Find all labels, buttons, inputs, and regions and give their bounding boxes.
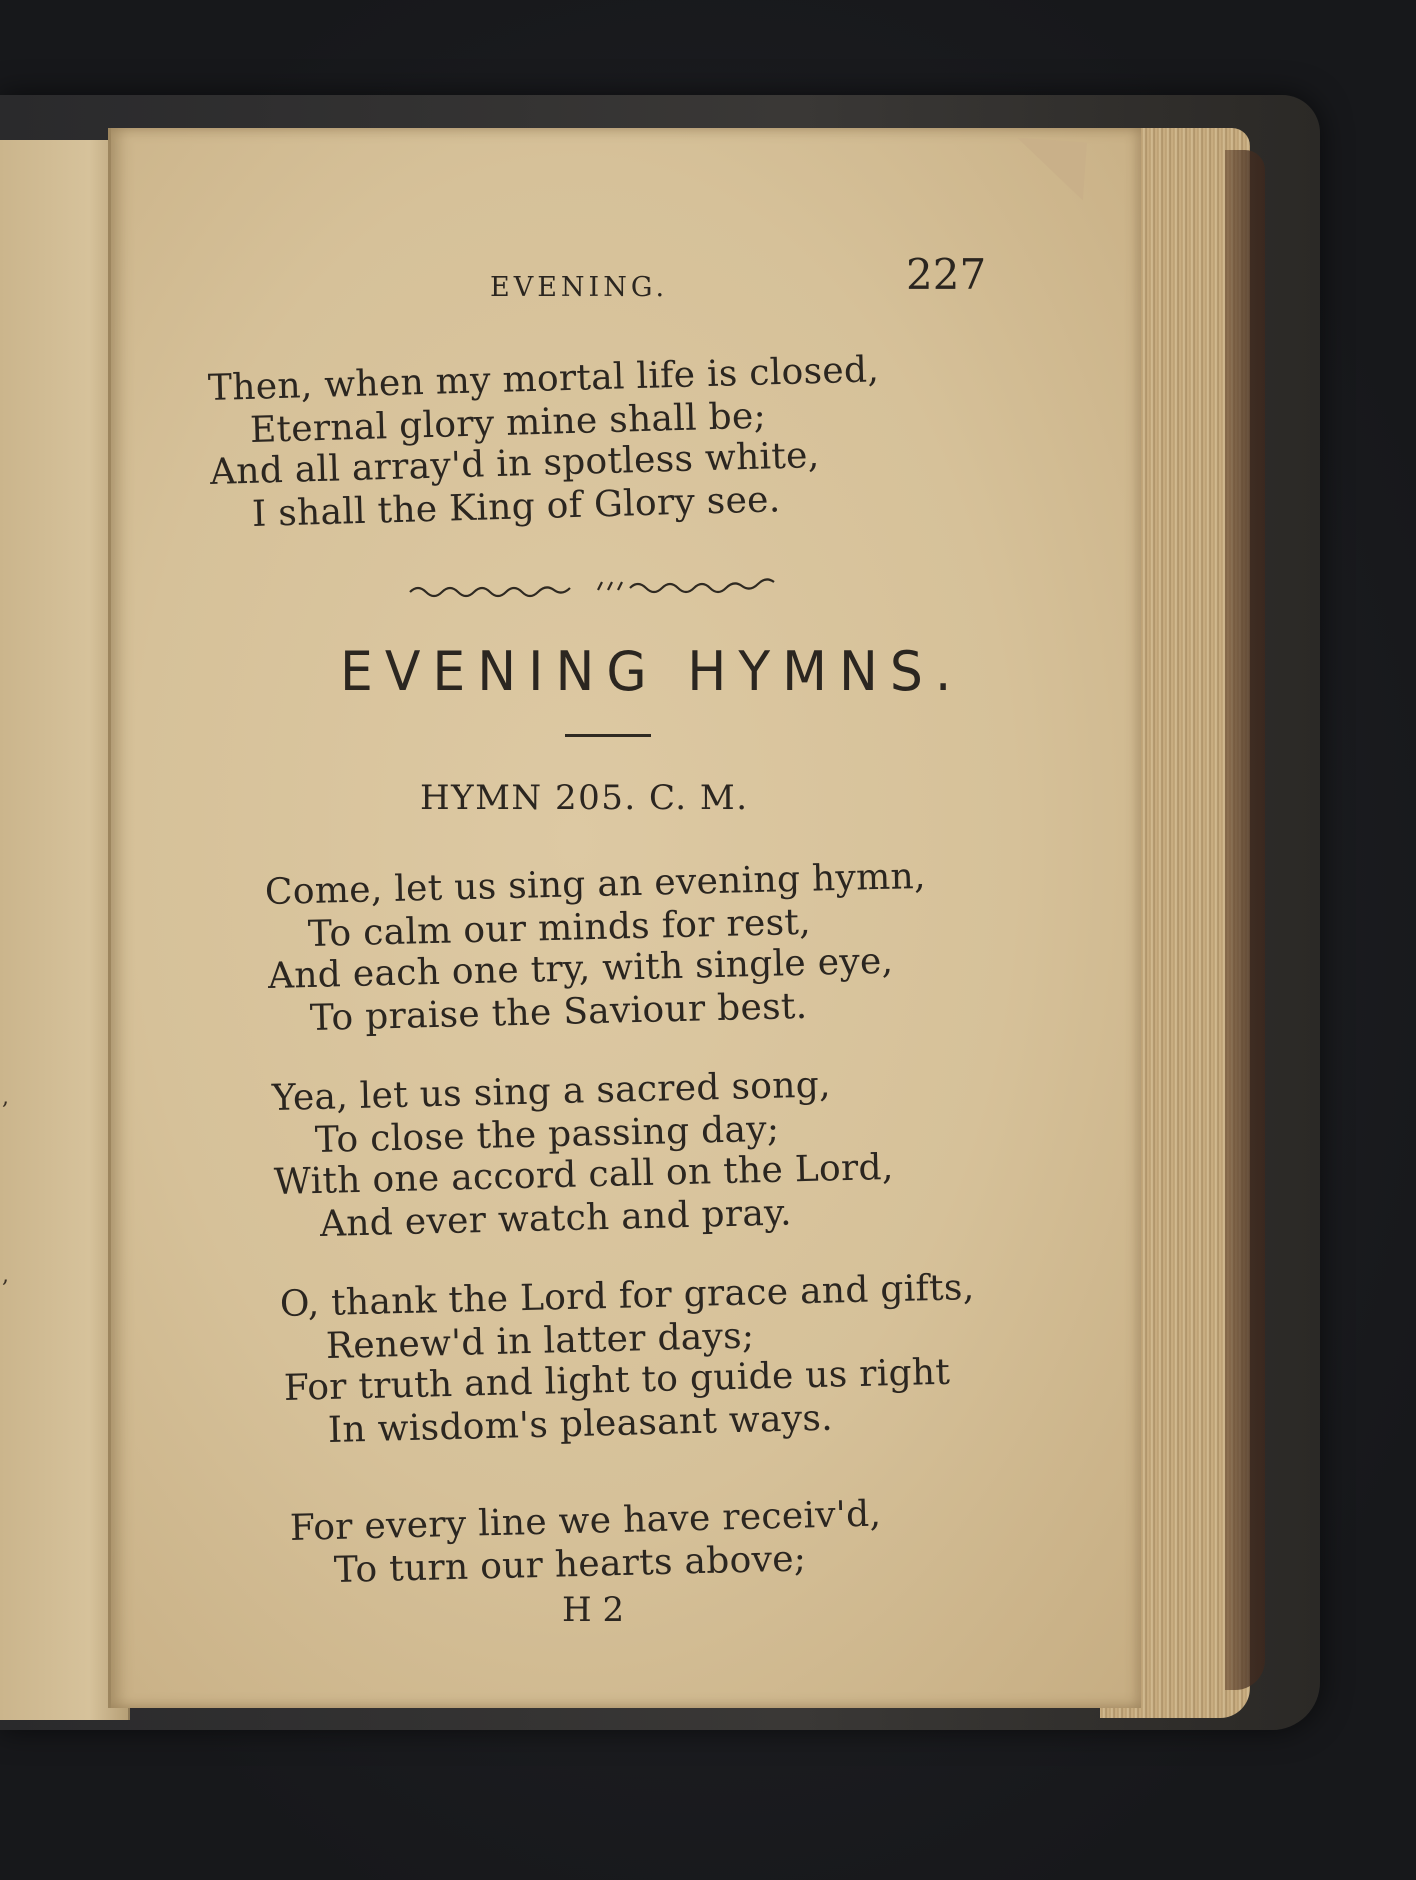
verse-line: In wisdom's pleasant ways.: [327, 1397, 834, 1451]
title-rule: [565, 734, 651, 737]
verse-line: And ever watch and pray.: [319, 1192, 793, 1245]
folded-corner: [1013, 138, 1087, 201]
hymn-title: HYMN 205. C. M.: [420, 778, 749, 818]
verse-line: Renew'd in latter days;: [325, 1315, 755, 1367]
verse-line: For every line we have receiv'd,: [289, 1493, 882, 1549]
verse-line: O, thank the Lord for grace and gifts,: [279, 1267, 975, 1325]
verse-line: For truth and light to guide us right: [283, 1351, 951, 1409]
verse-line: To praise the Saviour best.: [309, 985, 808, 1039]
section-title: EVENING HYMNS.: [340, 640, 964, 704]
left-page-mark: ,: [2, 1263, 9, 1288]
verse-line: Eternal glory mine shall be;: [249, 395, 767, 451]
verse-line: Yea, let us sing a sacred song,: [271, 1064, 832, 1119]
verse-line: And each one try, with single eye,: [267, 940, 894, 997]
running-head: EVENING.: [490, 272, 669, 303]
verse-line: To close the passing day;: [314, 1108, 780, 1161]
verse-line: Come, let us sing an evening hymn,: [264, 855, 927, 913]
ornamental-divider: [408, 576, 798, 600]
cover-edge: [1225, 150, 1265, 1690]
verse-line: And all array'd in spotless white,: [209, 434, 820, 493]
verse-line: With one accord call on the Lord,: [273, 1146, 895, 1203]
verse-line: To turn our hearts above;: [333, 1538, 807, 1591]
verse-line: To calm our minds for rest,: [307, 901, 812, 955]
verse-line: I shall the King of Glory see.: [251, 479, 782, 535]
page-number: 227: [906, 250, 987, 299]
left-page-mark: ,: [2, 1085, 9, 1110]
signature-mark: H 2: [562, 1590, 625, 1630]
verse-line: Then, when my mortal life is closed,: [207, 349, 880, 409]
